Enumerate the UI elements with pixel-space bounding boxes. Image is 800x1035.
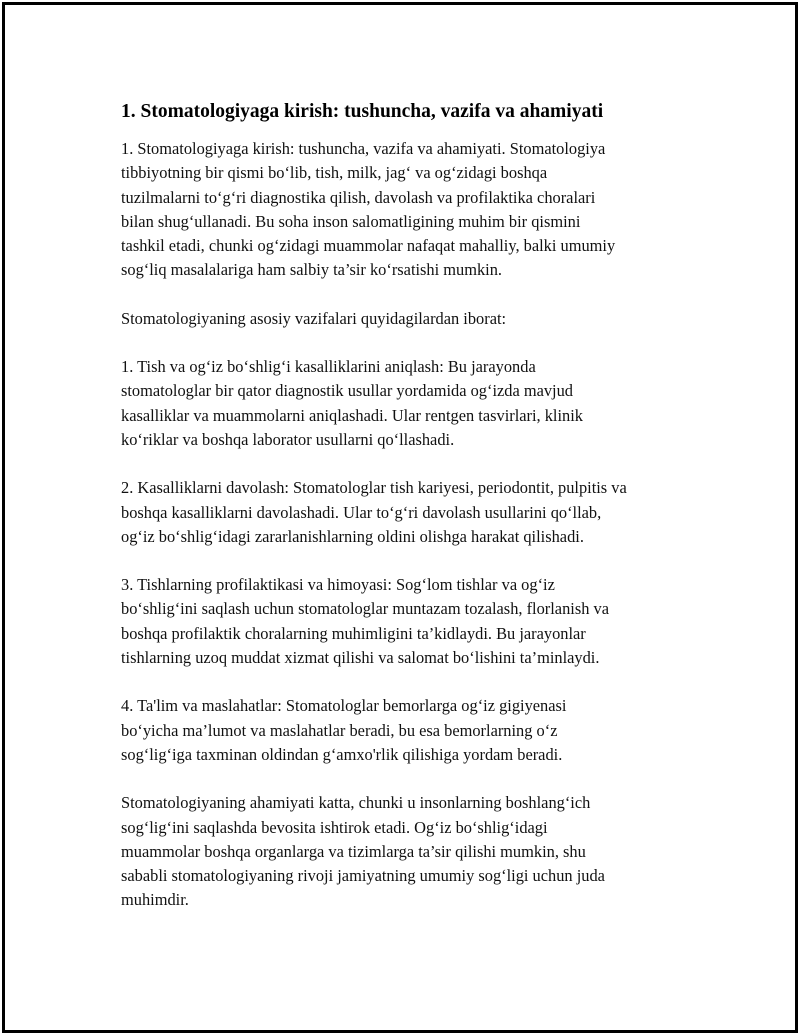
text-line: bo‘yicha ma’lumot va maslahatlar beradi, bu esa bemorlarning o‘z: [121, 720, 558, 740]
text-line: Stomatologiyaning ahamiyati katta, chunki u insonlarning boshlang‘ich: [121, 793, 591, 813]
text-line: og‘iz bo‘shlig‘idagi zararlanishlarning oldini olishga harakat qilishadi.: [121, 526, 584, 546]
paragraph-tasks-lead: [121, 307, 701, 331]
text-line: muammolar boshqa organlarga va tizimlarga ta’sir qilishi mumkin, shu: [121, 841, 586, 861]
text-line: sog‘lig‘iga taxminan oldindan g‘amxo'rlik qilishiga yordam beradi.: [121, 744, 563, 764]
text-line: muhimdir.: [121, 890, 189, 910]
text-line: 2. Kasalliklarni davolash: Stomatologlar tish kariyesi, periodontit, pulpitis va: [121, 478, 627, 498]
paragraph-task-4: [121, 694, 701, 767]
text-line: sog‘liq masalalariga ham salbiy ta’sir ko‘rsatishi mumkin.: [121, 260, 503, 280]
text-line: tashkil etadi, chunki og‘zidagi muammolar nafaqat mahalliy, balki umumiy: [121, 236, 616, 256]
text-line: 1. Stomatologiyaga kirish: tushuncha, vazifa va ahamiyati. Stomatologiya: [121, 139, 606, 158]
text-line: tishlarning uzoq muddat xizmat qilishi va salomat bo‘lishini ta’minlaydi.: [121, 648, 600, 668]
document-title: 1. Stomatologiyaga kirish: tushuncha, vazifa va ahamiyati: [121, 101, 604, 122]
text-line: tibbiyotning bir qismi bo‘lib, tish, milk, jag‘ va og‘zidagi boshqa: [121, 163, 548, 183]
text-line: bilan shug‘ullanadi. Bu soha inson salomatligining muhim bir qismini: [121, 211, 581, 231]
text-line: ko‘riklar va boshqa laborator usullarni qo‘llashadi.: [121, 429, 455, 449]
paragraph-task-1: [121, 355, 701, 452]
text-line: boshqa profilaktik choralarning muhimligini ta’kidlaydi. Bu jarayonlar: [121, 623, 586, 643]
page-frame: [2, 2, 798, 1033]
paragraph-task-2: [121, 476, 701, 549]
text-line: sog‘lig‘ini saqlashda bevosita ishtirok etadi. Og‘iz bo‘shlig‘idagi: [121, 817, 548, 837]
document-body: [121, 99, 701, 937]
text-line: tuzilmalarni to‘g‘ri diagnostika qilish, davolash va profilaktika choralari: [121, 187, 596, 207]
text-line: sababli stomatologiyaning rivoji jamiyatning umumiy sog‘ligi uchun juda: [121, 866, 605, 886]
text-line: 1. Tish va og‘iz bo‘shlig‘i kasalliklarini aniqlash: Bu jarayonda: [121, 357, 536, 377]
text-line: 3. Tishlarning profilaktikasi va himoyasi: Sog‘lom tishlar va og‘iz: [121, 575, 555, 595]
text-line: kasalliklar va muammolarni aniqlashadi. Ular rentgen tasvirlari, klinik: [121, 405, 583, 425]
text-line: boshqa kasalliklarni davolashadi. Ular to‘g‘ri davolash usullarini qo‘llab,: [121, 502, 602, 522]
text-line: bo‘shlig‘ini saqlash uchun stomatologlar muntazam tozalash, florlanish va: [121, 599, 609, 619]
text-line: 4. Ta'lim va maslahatlar: Stomatologlar bemorlarga og‘iz gigiyenasi: [121, 696, 567, 716]
paragraph-intro: [121, 137, 701, 283]
paragraph-task-3: [121, 573, 701, 670]
text-line: Stomatologiyaning asosiy vazifalari quyidagilardan iborat:: [121, 308, 507, 328]
paragraph-importance: [121, 791, 701, 912]
text-line: stomatologlar bir qator diagnostik usullar yordamida og‘izda mavjud: [121, 381, 574, 401]
